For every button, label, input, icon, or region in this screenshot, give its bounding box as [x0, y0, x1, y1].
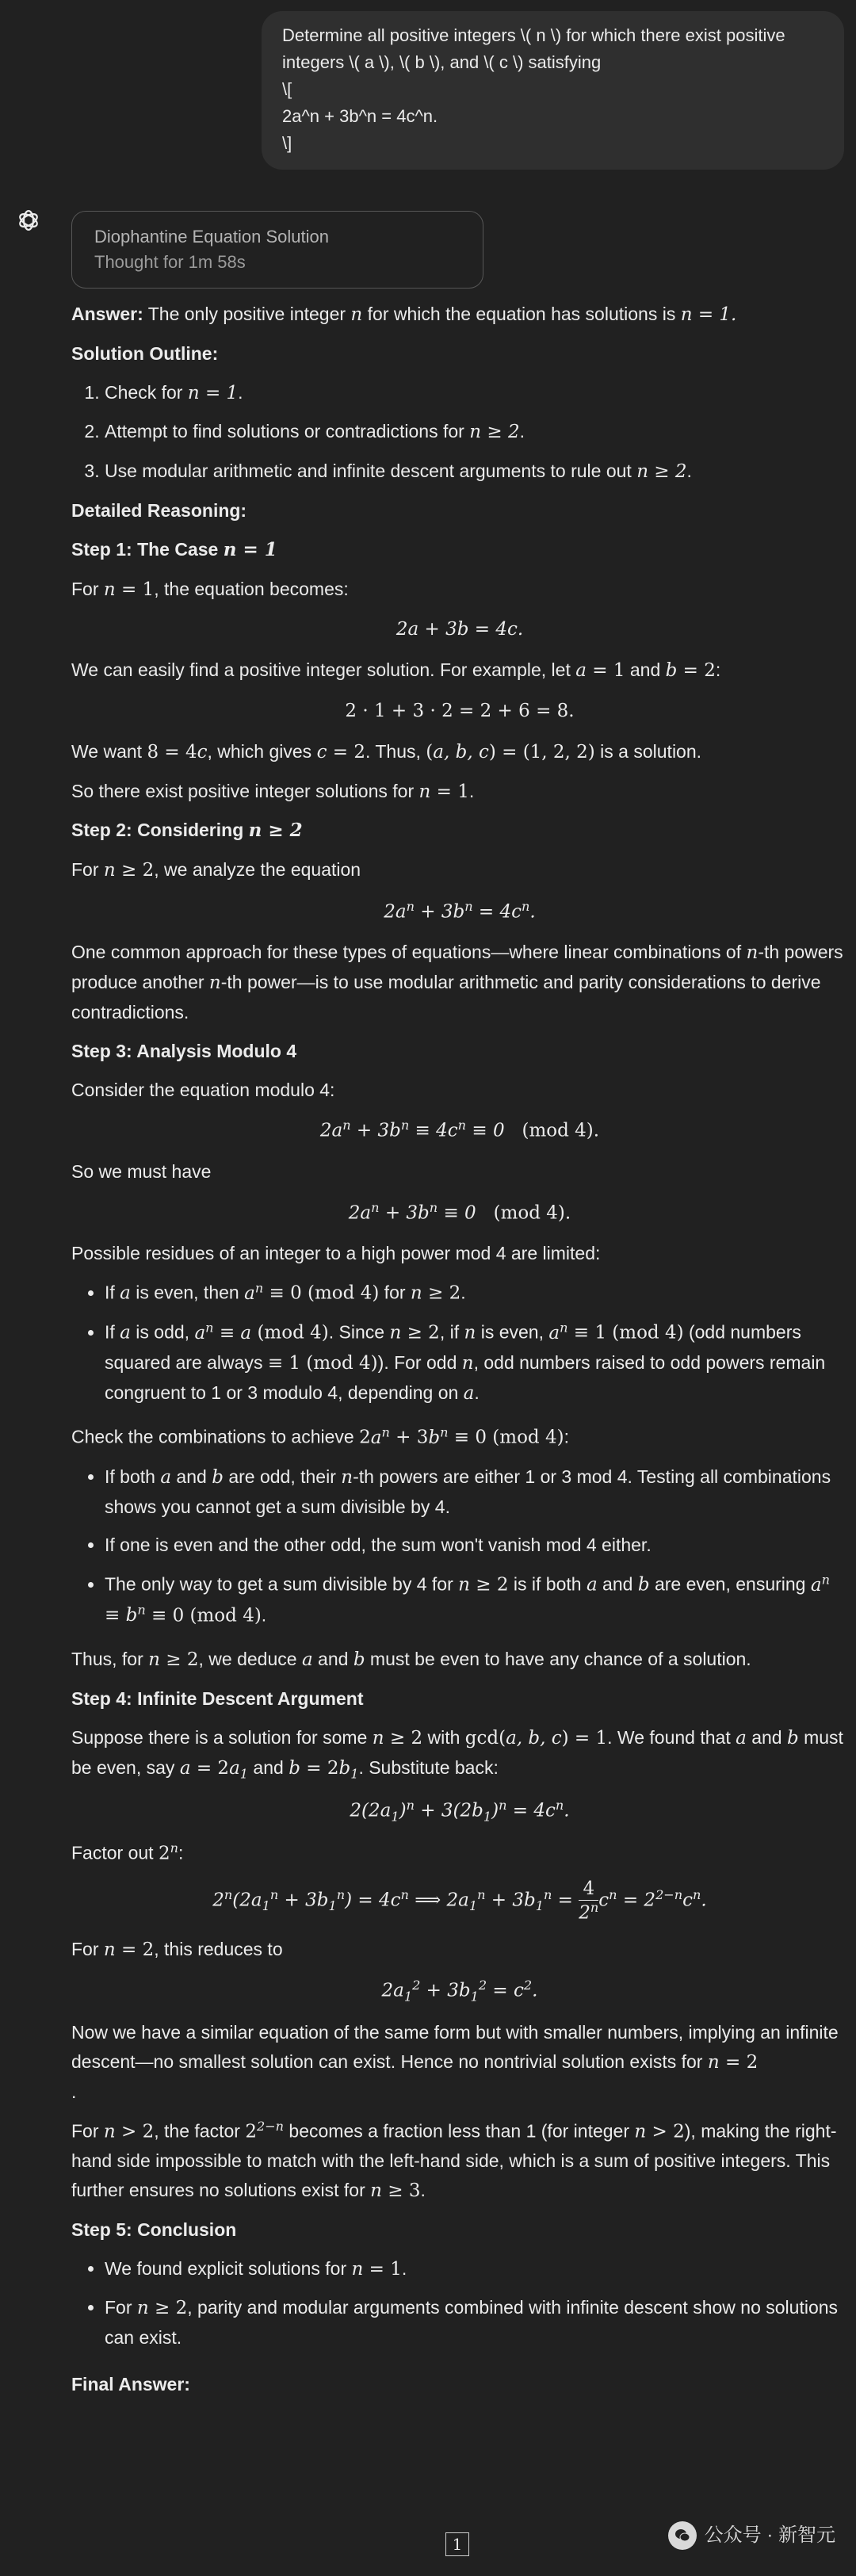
step3-check: Check the combinations to achieve $2a^n + 3b^n \equiv 0$ (mod 4):	[71, 1424, 569, 1449]
step2-intro: For n ≥ 2, we analyze the equation	[71, 859, 361, 881]
step4-reduced-equation: $2a_1^2 + 3b_1^2 = c^2$.	[381, 1978, 538, 2005]
watermark-text: 公众号 · 新智元	[704, 2524, 835, 2546]
step5-heading: Step 5: Conclusion	[71, 2219, 237, 2240]
step3-equation-mod: $2a^n + 3b^n \equiv 4c^n \equiv 0$ (mod 4).	[319, 1118, 600, 1142]
step4-reduce: For n = 2, this reduces to	[71, 1938, 283, 1960]
step4-substituted-equation: $2(2a_1)^n + 3(2b_1)^n = 4c^n$.	[350, 1797, 570, 1825]
step1-example: We can easily find a positive integer solution. For example, let a = 1 and b = 2:	[71, 659, 721, 682]
answer-paragraph: Answer: The only positive integer n for which the equation has solutions is n = 1.	[71, 304, 737, 325]
step3-residues: Possible residues of an integer to a high power mod 4 are limited:	[71, 1243, 601, 1264]
step3-intro: Consider the equation modulo 4:	[71, 1079, 335, 1100]
step2-heading: Step 2: Considering n ≥ 2	[71, 820, 303, 842]
assistant-avatar	[10, 201, 48, 239]
detailed-heading: Detailed Reasoning:	[71, 499, 247, 521]
list-item: • If a is even, then $a^n \equiv 0$ (mod 4) for n ≥ 2.	[105, 1278, 848, 1308]
watermark	[668, 2521, 835, 2551]
list-item: • If one is even and the other odd, the sum won't vanish mod 4 either.	[105, 1531, 848, 1560]
step1-conclusion: So there exist positive integer solutions for n = 1.	[71, 780, 475, 802]
conclusion-list	[71, 2254, 848, 2352]
wechat-icon	[668, 2521, 697, 2550]
outline-heading: Solution Outline:	[71, 342, 219, 364]
step2-equation: $2a^n + 3b^n = 4c^n$.	[384, 898, 536, 923]
thought-title: Diophantine Equation Solution	[94, 227, 330, 247]
step1-check-equation: 2 · 1 + 3 · 2 = 2 + 6 = 8.	[345, 700, 575, 721]
step4-larger-n: For n > 2, the factor $2^{2-n}$ becomes a fraction less than 1 (for integer n > 2), making the right-hand side impossible to match with the left-hand side, which is a sum of positive integers. This further ensures no solutions exist for n ≥ 3.	[71, 2118, 837, 2202]
list-item: 1. Check for n = 1.	[105, 378, 848, 408]
list-item: • For n ≥ 2, parity and modular arguments combined with infinite descent show no solutions can exist.	[105, 2293, 848, 2352]
thought-summary-card[interactable]	[71, 211, 483, 289]
final-answer-heading: Final Answer:	[71, 2374, 190, 2394]
list-item: 3. Use modular arithmetic and infinite descent arguments to rule out n ≥ 2.	[105, 457, 848, 487]
list-item: • If both a and b are odd, their n-th powers are either 1 or 3 mod 4. Testing all combinations shows you cannot get a sum divisible by 4.	[105, 1462, 848, 1522]
list-item: • We found explicit solutions for n = 1.	[105, 2254, 848, 2284]
step4-factored-equation: $2^n(2a_1^n + 3b_1^n) = 4c^n$ ⟹ $2a_1^n + 3b_1^n$ = $\frac{4}{2^n}$ $c^n = 2^{2-n}c^n$.	[212, 1878, 707, 1924]
step3-equation-must: $2a^n + 3b^n \equiv 0$ (mod 4).	[348, 1199, 571, 1224]
answer-label: Answer:	[71, 304, 143, 324]
list-item: 2. Attempt to find solutions or contradictions for n ≥ 2.	[105, 417, 848, 447]
outline-list	[71, 378, 848, 487]
answer-equation: n = 1.	[680, 304, 737, 325]
step3-must: So we must have	[71, 1160, 212, 1182]
openai-logo-icon	[15, 207, 42, 234]
step1-solution: We want 8 = 4c, which gives c = 2. Thus, (a, b, c) = (1, 2, 2) is a solution.	[71, 740, 702, 762]
step4-heading: Step 4: Infinite Descent Argument	[71, 1687, 364, 1709]
footnote-box: 1	[445, 2532, 469, 2556]
step3-heading: Step 3: Analysis Modulo 4	[71, 1040, 297, 1061]
residue-list	[71, 1278, 848, 1408]
step1-equation: 2a + 3b = 4c.	[396, 619, 524, 640]
step4-suppose: Suppose there is a solution for some n ≥ 2 with gcd(a, b, c) = 1. We found that a and b must be even, say $a = 2a_1$ and $b = 2b_1$. Substitute back:	[71, 1726, 843, 1782]
list-item: • The only way to get a sum divisible by 4 for n ≥ 2 is if both a and b are even, ensuring $a^n \equiv b^n \equiv 0$ (mod 4).	[105, 1569, 848, 1630]
step1-intro: For n = 1, the equation becomes:	[71, 578, 349, 600]
step2-approach: One common approach for these types of equations—where linear combinations of n-th powers produce another n-th power—is to use modular arithmetic and parity considerations to derive contradictions.	[71, 942, 843, 1022]
assistant-response	[71, 300, 848, 2409]
combination-list	[71, 1462, 848, 1630]
thought-duration: Thought for 1m 58s	[94, 252, 246, 272]
step4-factor: Factor out 2$^n$:	[71, 1840, 184, 1864]
step4-descent: Now we have a similar equation of the same form but with smaller numbers, implying an infinite descent—no smallest solution can exist. Hence no nontrivial solution exists for n = 2 .	[71, 2022, 839, 2102]
step1-heading: Step 1: The Case n = 1	[71, 538, 277, 560]
user-message-bubble: Determine all positive integers \( n \) for which there exist positive integers \( a \), \( b \), and \( c \) satisfying \[ 2a^n + 3b^n = 4c^n. \]	[262, 11, 844, 170]
list-item: • If a is odd, $a^n \equiv a$ (mod 4). Since n ≥ 2, if n is even, $a^n \equiv 1$ (mod 4) (odd numbers squared are always ≡ 1 (mod 4)). For odd n, odd numbers raised to odd powers remain congruent to 1 or 3 modulo 4, depending on a.	[105, 1317, 848, 1408]
step3-thus: Thus, for n ≥ 2, we deduce a and b must be even to have any chance of a solution.	[71, 1649, 751, 1671]
